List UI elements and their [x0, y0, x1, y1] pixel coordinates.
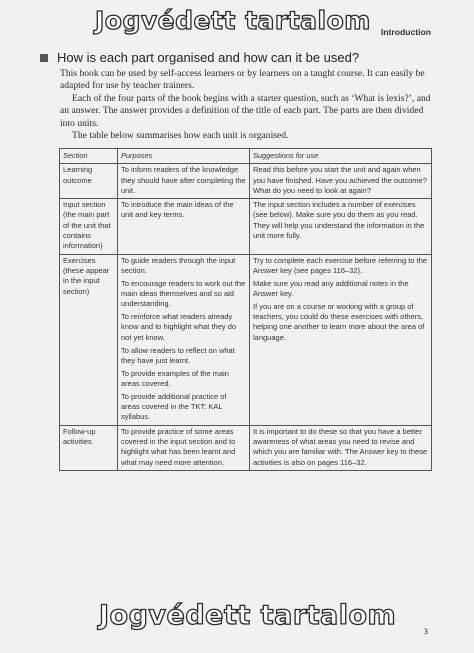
- row-suggestions: [250, 425, 432, 470]
- purpose-item: To introduce the main ideas of the unit and key terms.: [121, 200, 234, 220]
- table-row: [60, 199, 432, 254]
- row-purposes: [118, 164, 250, 199]
- row-purposes: [118, 425, 250, 470]
- purpose-item: To inform readers of the knowledge they should have after completing the unit.: [121, 165, 246, 195]
- intro-paragraph-1: This book can be used by self-access learners or by learners on a taught course. It can easily be adapted for use by teacher trainers.: [60, 68, 425, 92]
- table-row: [60, 425, 432, 470]
- watermark-bottom: Jogvédett tartalom: [99, 600, 397, 631]
- purpose-item: To guide readers through the input section.: [121, 255, 236, 275]
- watermark-top: Jogvédett tartalom: [95, 6, 371, 35]
- header-purposes: Purposes: [118, 149, 250, 164]
- header-section: Section: [60, 149, 118, 164]
- header-suggestions: Suggestions for use: [250, 149, 432, 164]
- intro-text: [60, 68, 432, 142]
- intro-paragraph-3: The table below summarises how each unit is organised.: [72, 130, 289, 142]
- row-section: Input section (the main part of the unit that contains information): [60, 199, 118, 254]
- suggestion-item: The input section includes a number of exercises (see below). Make sure you do them as you read. They will help you understand the information in the unit more fully.: [253, 200, 425, 241]
- row-section: Follow-up activities: [60, 425, 118, 470]
- purpose-item: To reinforce what readers already know and to highlight what they do not yet know.: [121, 312, 237, 342]
- row-suggestions: [250, 254, 432, 425]
- section-heading: [40, 50, 440, 65]
- suggestion-item: Try to complete each exercise before referring to the Answer key (see pages 116–32).: [253, 255, 427, 275]
- purpose-item: To provide examples of the main areas covered.: [121, 368, 229, 388]
- row-suggestions: [250, 164, 432, 199]
- row-purposes: [118, 199, 250, 254]
- row-purposes: [118, 254, 250, 425]
- unit-organisation-table: [59, 148, 432, 471]
- section-heading-text: How is each part organised and how can it be used?: [57, 50, 360, 65]
- row-section: Exercises (these appear in the input section): [60, 254, 118, 425]
- suggestion-item: Read this before you start the unit and again when you have finished. Have you achieved the outcome? What do you need to look at again?: [253, 165, 427, 195]
- row-section: Learning outcome: [60, 164, 118, 199]
- intro-paragraph-2: Each of the four parts of the book begins with a starter question, such as ‘What is lexis?’, and an answer. The answer provides a definition of the title of each part. The parts are then divided into units.: [60, 92, 431, 129]
- purpose-item: To provide additional practice of areas covered in the TKT: KAL syllabus.: [121, 391, 227, 422]
- purpose-item: To allow readers to reflect on what they have just learnt.: [121, 345, 235, 365]
- table-row: [60, 254, 432, 425]
- suggestion-item: If you are on a course or working with a group of teachers, you could do these exercises with others, helping one another to learn more about the area of language.: [253, 301, 425, 342]
- table-header-row: [60, 149, 432, 164]
- running-head: Introduction: [380, 27, 431, 37]
- table-row: [60, 164, 432, 199]
- square-bullet-icon: [40, 54, 48, 62]
- purpose-item: To encourage readers to work out the main ideas themselves and so aid understanding.: [121, 278, 246, 309]
- suggestion-item: It is important to do these so that you have a better awareness of what areas you need to revise and which you are familiar with. The Answer key to these activities is also on pages 116–32.: [253, 426, 428, 467]
- row-suggestions: [250, 199, 432, 254]
- suggestion-item: Make sure you read any additional notes in the Answer key.: [253, 278, 409, 299]
- purpose-item: To provide practice of some areas covered in the input section and to highlight what has been learnt and what may need more attention.: [121, 426, 236, 467]
- page-number: 3: [423, 626, 428, 636]
